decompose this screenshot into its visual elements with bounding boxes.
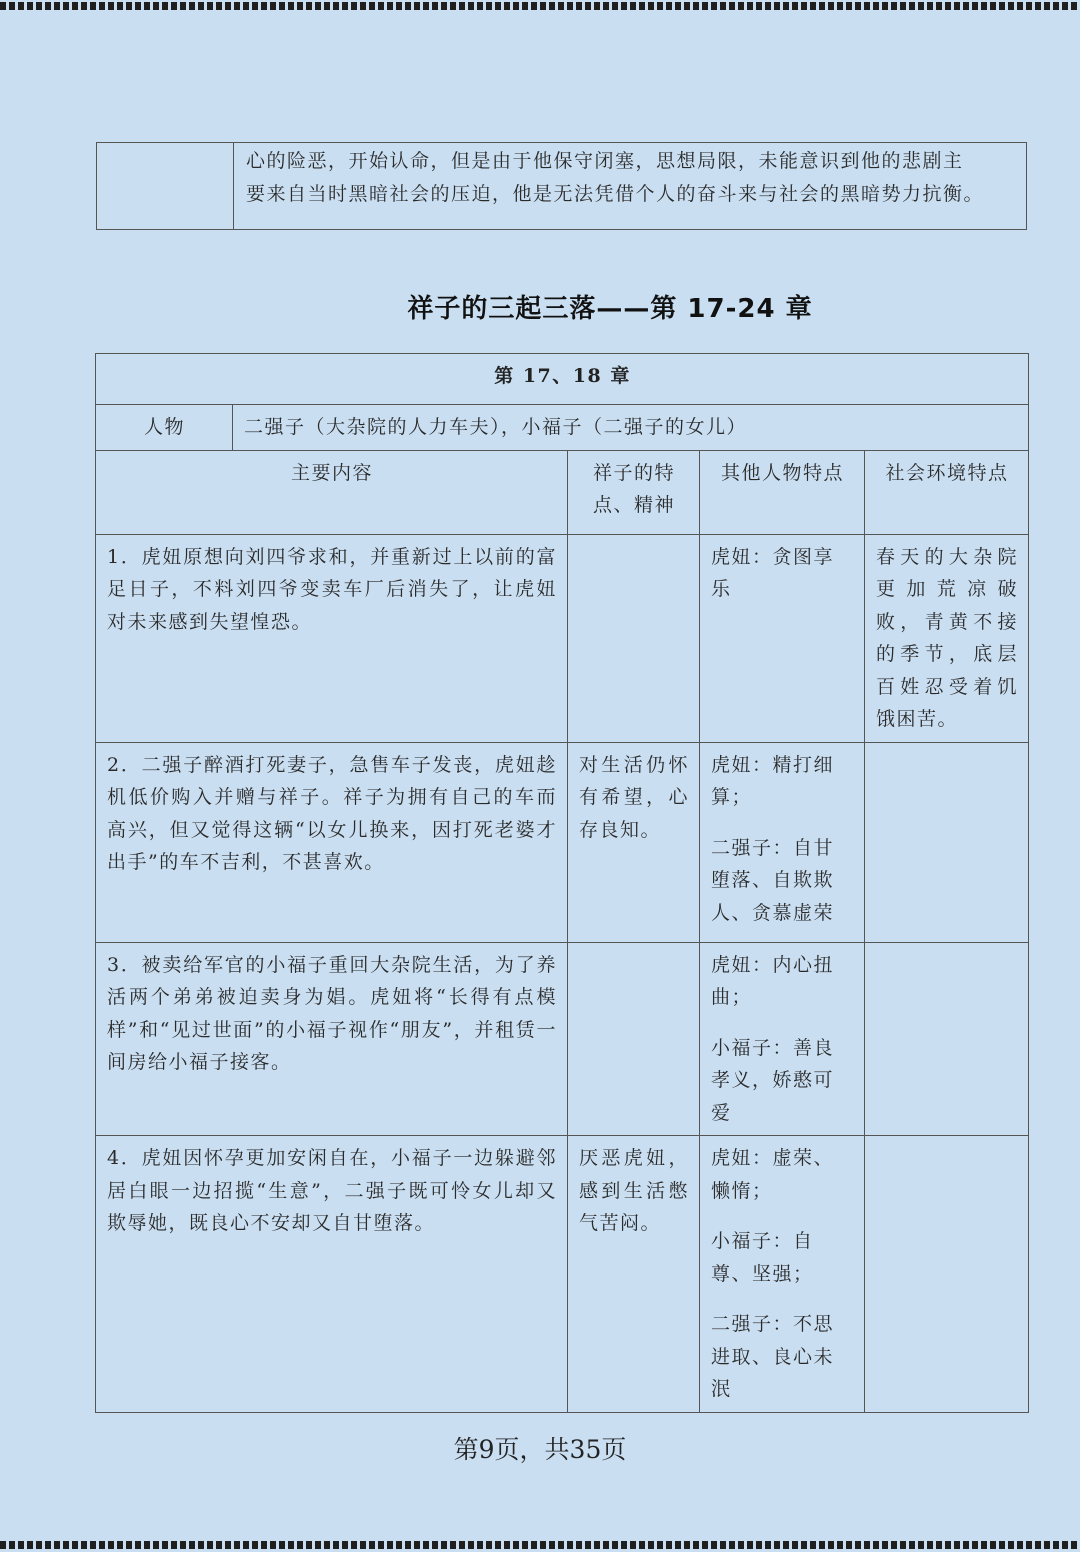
row-society [865,1136,1029,1413]
continuation-table [96,142,1027,230]
continuation-text-cell [234,143,1027,230]
row-content: 3．被卖给军官的小福子重回大杂院生活，为了养活两个弟弟被迫卖身为娼。虎妞将“长得有点模样”和“见过世面”的小福子视作“朋友”，并租赁一间房给小福子接客。 [96,942,568,1136]
row-others [700,742,865,942]
characters-value: 二强子（大杂院的人力车夫），小福子（二强子的女儿） [233,405,1029,451]
row-society: 春天的大杂院更加荒凉破败，青黄不接的季节，底层百姓忍受着饥饿困苦。 [865,534,1029,742]
continuation-line-1: 心的险恶，开始认命，但是由于他保守闭塞，思想局限，未能意识到他的悲剧主 [246,150,964,172]
row-society [865,742,1029,942]
header-other-characters: 其他人物特点 [700,450,865,534]
row-content: 4．虎妞因怀孕更加安闲自在，小福子一边躲避邻居白眼一边招揽“生意”，二强子既可怜女儿却又欺辱她，既良心不安却又自甘堕落。 [96,1136,568,1413]
characters-label: 人物 [96,405,233,451]
page-number: 第9页，共35页 [453,1435,627,1464]
row-content: 1．虎妞原想向刘四爷求和，并重新过上以前的富足日子，不料刘四爷变卖车厂后消失了，让虎妞对未来感到失望惶恐。 [96,534,568,742]
chapter-heading: 第 17、18 章 [96,354,1029,405]
row-content: 2．二强子醉酒打死妻子，急售车子发丧，虎妞趁机低价购入并赠与祥子。祥子为拥有自己的车而高兴，但又觉得这辆“以女儿换来，因打死老婆才出手”的车不吉利，不甚喜欢。 [96,742,568,942]
other-trait: 虎妞：虚荣、懒惰； [711,1147,835,1202]
section-title: 祥子的三起三落——第 17-24 章 [407,294,813,324]
table-row [96,742,1029,942]
table-row [96,1136,1029,1413]
row-others [700,534,865,742]
continuation-empty-cell [97,143,234,230]
header-xiangzi-traits: 祥子的特点、精神 [568,450,700,534]
chapter-summary-table [95,353,1029,1413]
other-trait: 二强子：自甘堕落、自欺欺人、贪慕虚荣 [711,836,835,924]
table-row [96,942,1029,1136]
row-others [700,1136,865,1413]
row-xiangzi: 对生活仍怀有希望，心存良知。 [568,742,700,942]
row-xiangzi [568,534,700,742]
table-row [96,534,1029,742]
continuation-line-2: 要来自当时黑暗社会的压迫，他是无法凭借个人的奋斗来与社会的黑暗势力抗衡。 [246,182,985,205]
other-trait: 虎妞：精打细算； [711,753,835,808]
chapter-header-row [96,354,1029,405]
header-main-content: 主要内容 [96,450,568,534]
other-trait: 小福子：自尊、坚强； [711,1230,814,1285]
continuation-row [97,143,1027,230]
row-society [865,942,1029,1136]
characters-row [96,405,1029,451]
page-bottom-dashed-border [0,1541,1080,1549]
other-trait: 虎妞：内心扭曲； [711,953,835,1008]
other-trait: 虎妞：贪图享乐 [711,545,835,600]
header-social-environment: 社会环境特点 [865,450,1029,534]
page-top-dashed-border [0,2,1080,10]
column-header-row [96,450,1029,534]
row-others [700,942,865,1136]
row-xiangzi [568,942,700,1136]
other-trait: 小福子：善良孝义，娇憨可爱 [711,1036,835,1124]
other-trait: 二强子：不思进取、良心未泯 [711,1313,835,1400]
row-xiangzi: 厌恶虎妞，感到生活憋气苦闷。 [568,1136,700,1413]
